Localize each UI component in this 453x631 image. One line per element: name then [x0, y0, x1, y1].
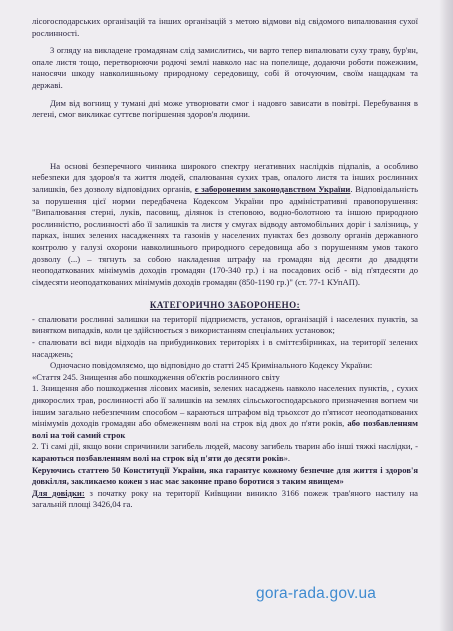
page-edge-shadow: [439, 0, 453, 631]
article-part-1-emphasis: або позбавленням волі на той самий строк: [32, 418, 418, 440]
reference-label: Для довідки:: [32, 487, 85, 498]
article-part-2: [32, 441, 418, 464]
paragraph-reference: [32, 488, 418, 511]
paragraph-dry-grass: 3 огляду на викладене громадянам слід замислитись, чи варто тепер випалювати суху траву, бур'ян, опале листя тощо, перетворюючи родючі землі навколо нас на попелище, додаючи роботи пожежним, наносячи шкоду навколишньому природному середовищу, собі й оточуючим, своїм нащадкам та державі.: [32, 45, 418, 90]
paragraph-smoke: Дим від вогнищ у тумані дні може утворювати смог і надовго зависати в повітрі. Перебування в легені, смог викликає суттєве погіршення здоров'я людини.: [32, 97, 418, 120]
article-title: «Стаття 245. Знищення або пошкодження об'єктів рослинного світу: [32, 371, 280, 382]
ban-item-1: - спалювати рослинні залишки на території підприємств, установ, організацій і населених пунктів, за винятком випадків, коли це здійснюється з використанням спеціальних установок;: [32, 313, 418, 336]
article-part-2-close: ».: [283, 453, 291, 463]
paragraph-constitution: Керуючись статтею 50 Конституції України, яка гарантує кожному безпечне для життя і здоров'я довкілля, закликаємо кожен з нас має законне право боротися з таким явищем»: [32, 464, 418, 487]
site-watermark: gora-rada.gov.ua: [256, 585, 377, 602]
law-text-start: На основі безперечного чинника широкого спектру негативних наслідків підпалів, а особливо небезпеки для здоров'я та життя людей, спалювання сухих трав, опалого листя та інших рослинних залишків, без дозволу відповідних органів,: [32, 160, 418, 194]
paragraph-notice: Одночасно повідомляємо, що відповідно до статті 245 Кримінального Кодексу України:: [50, 360, 373, 371]
law-text-emphasis: є забороненим законодавством України: [194, 183, 351, 194]
law-text-rest: . Відповідальність за порушення цієї норми передбачена Кодексом України про адміністративні правопорушення: "Випалювання стерні, луків, пасовищ, ділянок із степовою, водно-болотною та іншою природною рослинністю, рослинності або її залишків та листя у смугах відводу автомобільних доріг і залізниць, у парках, інших зелених насадженнях та газонів у населених пунктах без дозволу органів державного контролю у галузі охорони навколишнього природного середовища або з порушенням умов такого дозволу (...) – тягнуть за собою накладення штрафу на громадян від десяти до двадцяти неоподаткованих мінімумів доходів громадян (170-340 гр.) і на посадових осіб - від п'ятдесяти до сімдесяти неоподаткованих мінімумів доходів громадян (850-1190 гр.)" (ст. 77-1 КУпАП).: [32, 183, 419, 287]
paragraph-law: [32, 161, 418, 289]
ban-item-2: - спалювати всі види відходів на прибудинкових територіях і в сміттєзбірниках, на території зелених насаджень;: [32, 337, 418, 359]
article-part-2-text: 2. Ті самі дії, якщо вони спричинили загибель людей, масову загибель тварин або інші тяжкі наслідки, -: [32, 441, 418, 452]
article-part-2-emphasis: караються позбавленням волі на строк від п'яти до десяти років: [32, 453, 284, 463]
reference-text: з початку року на території Київщини виникло 3166 пожеж трав'яного настилу на загальній площі 3426,04 га.: [32, 487, 418, 510]
text-line-top: лісогосподарських організацій та інших організацій з метою відмови від свідомого випалювання сухої рослинності.: [32, 16, 418, 38]
document-body: [32, 16, 418, 511]
article-part-1: [32, 383, 418, 441]
article-part-1-text: 1. Знищення або пошкодження лісових масивів, зелених насаджень навколо населених пунктів, , сухих дикорослих трав, рослинності або її залишків на землях сільськогосподарського призначення вогнем чи іншим загально небезпечним способом – караються штрафом від трьохсот до п'ятисот неоподаткованих мінімумів доходів громадян або обмеженням волі на строк від двох до п'яти років,: [32, 383, 418, 429]
section-heading: КАТЕГОРИЧНО ЗАБОРОНЕНО:: [149, 300, 301, 311]
